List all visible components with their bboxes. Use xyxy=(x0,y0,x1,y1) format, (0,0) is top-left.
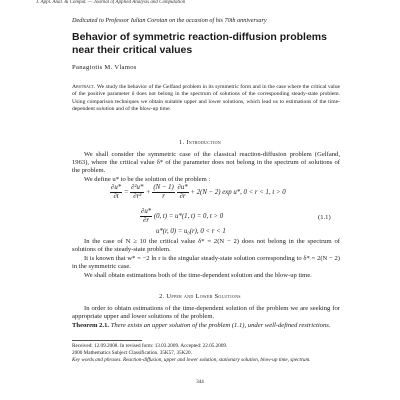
abstract-heading: Abstract. xyxy=(72,84,96,90)
footnote-received: Received: 12.09.2008. In revised form: 13.03.2009. Accepted: 22.05.2009. xyxy=(72,343,228,349)
intro-paragraph-2: We define u* to be the solution of the problem : xyxy=(84,176,211,183)
footnote-rule xyxy=(72,340,142,341)
theorem xyxy=(72,322,340,330)
intro-paragraph-1: We shall consider the symmetric case of the classical reaction-diffusion problem (Gelfand, 1963), where the critical value δ* of the parameter does not belong in the spectrum of solutions of the problem. xyxy=(72,151,340,175)
abstract xyxy=(72,84,340,114)
theorem-label: Theorem 2.1. xyxy=(72,322,110,329)
dedication: Dedicated to Professor Iulian Coroian on the occasion of his 70th anniversary xyxy=(72,17,267,24)
footnote-msc: 2000 Mathematics Subject Classification. 35K57, 35K20. xyxy=(72,350,192,356)
equation-boundary-text: (0, t) = u*(1, t) = 0, t > 0 xyxy=(153,213,224,221)
running-header: J. Appl. Anal. & Comput. — Journal of Applied Analysis and Computation xyxy=(36,0,186,4)
intro-paragraph-5: We shall obtain estimations both of the time-dependent solution and the blow-up time. xyxy=(84,272,312,279)
intro-paragraph-4: It is known that w* = −2 ln r is the singular steady-state solution corresponding to δ* = 2(N − 2) in the symmetric case. xyxy=(72,255,340,271)
section-1-title: 1. Introduction xyxy=(179,139,221,146)
intro-paragraph-3: In the case of N ≥ 10 the critical value δ* = 2(N − 2) does not belong in the spectrum of solutions of the steady-state problem. xyxy=(72,238,340,254)
footnote-keywords: Key words and phrases. Reaction-diffusion, upper and lower solution, stationary solution, blow-up time, spectrum. xyxy=(72,357,311,363)
page-number: 344 xyxy=(196,380,204,385)
section-2-paragraph: In order to obtain estimations of the time-dependent solution of the problem we are seeking for appropriate upper and lower solutions of the problem. xyxy=(72,305,340,321)
abstract-text: We study the behavior of the Gelfand problem in its symmetric form and in the case where the critical value of the positive parameter δ does not belong in the spectrum of solutions of the corresponding steady-state problem. Using comparison techniques we obtain suitable upper and lower solutions, which lead us to estimations of the time-dependent solution and of the blow-up time. xyxy=(72,84,340,113)
equation-main-rhs: + 2(N − 2) exp u*, 0 < r < 1, t > 0 xyxy=(190,189,286,197)
theorem-statement: There exists an upper solution of the problem (1.1), under well-defined restrictions. xyxy=(110,322,331,329)
equation-boundary: $\frac{\partial u*}{\partial r}$ (0, t) = u*(1, t) = 0, t > 0 xyxy=(141,208,224,224)
equation-main: $\frac{\partial u*}{\partial t}$ = $\frac{\text{∂²u*}}{\text{∂r²}}$ + $\frac{(N - 1)}{r}$ $\frac{\partial u*}{\partial r}$ + 2(N − 2) exp u*, 0 < r < 1, t > 0 xyxy=(111,184,286,200)
equation-initial: u*(r, 0) = u₀(r), 0 < r < 1 xyxy=(156,228,226,235)
paper-title: Behavior of symmetric reaction-diffusion problems near their critical values xyxy=(72,31,327,56)
equation-number: (1.1) xyxy=(318,214,331,221)
section-2-title: 2. Upper and Lower Solutions xyxy=(159,293,241,300)
author: Panagiotis M. Vlamos xyxy=(72,64,137,71)
